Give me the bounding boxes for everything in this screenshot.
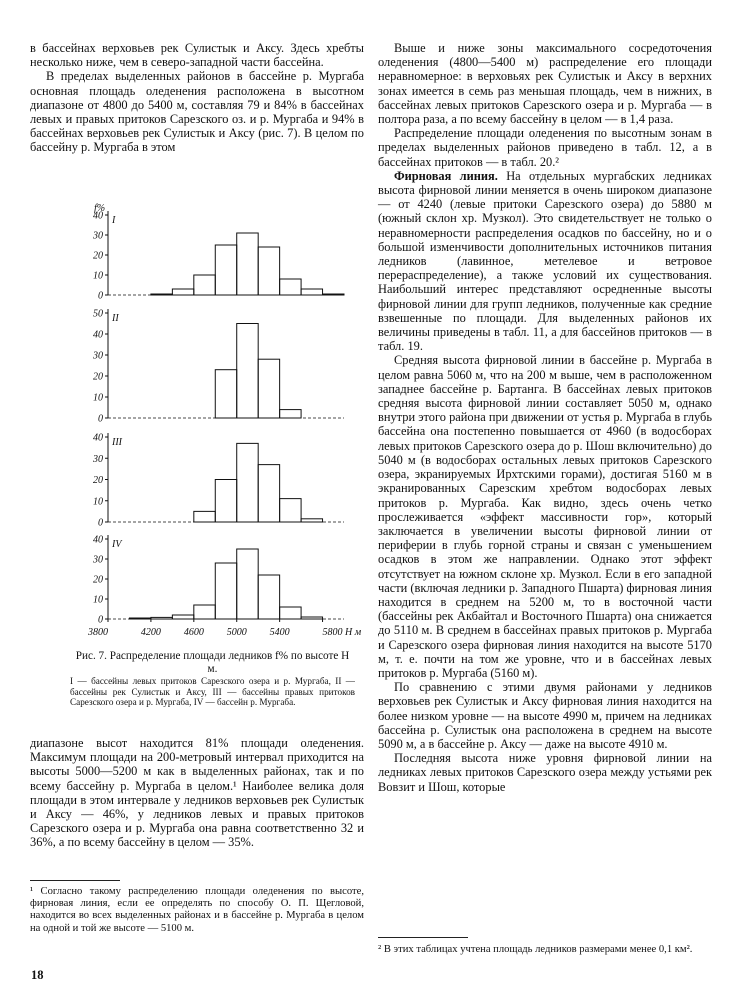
- x-tick-label: 5000: [226, 627, 247, 638]
- left-column-bottom: [30, 736, 364, 850]
- y-tick-label: 20: [93, 371, 103, 383]
- histogram-bar: [194, 605, 215, 619]
- page-number: 18: [31, 968, 44, 982]
- histogram-bar: [215, 563, 236, 619]
- histogram-bar: [215, 480, 236, 523]
- x-tick-label: 3800: [88, 627, 108, 638]
- y-tick-label: 40: [93, 432, 103, 444]
- footnote-divider: [30, 880, 120, 881]
- histogram-bar: [323, 294, 344, 295]
- paragraph: диапазоне высот находится 81% площади оледенения. Максимум площади на 200-метровый интервал приходится на высоты 5000—5200 м как в выделенных районах, так и по всему бассейну р. Мургаба в целом.¹ Наиболее велика доля площади в этом интервале у ледников верховьев рек Сулистык и Аксу — 46%, у ледников левых и правых притоков Сарезского озера и р. Мургаба она равна соответственно 32 и 36%, а по всему бассейну в целом — 35%.: [30, 736, 364, 850]
- histogram-bar: [237, 549, 258, 619]
- paragraph: В пределах выделенных районов в бассейне р. Мургаба основная площадь оледенения расположена в высотном диапазоне от 4800 до 5400 м, составляя 79 и 84% в бассейнах левых и правых притоков Сарезского оз. и р. Мургаба и 94% в бассейнах верховьев рек Сулистык и Аксу (рис. 7). В целом по бассейну р. Мургаба в этом: [30, 69, 364, 155]
- y-tick-label: 10: [93, 270, 103, 282]
- histogram-panel-ii: [82, 303, 350, 423]
- paragraph: Распределение площади оледенения по высотным зонам в пределах выделенных районов приведено в табл. 12, а в бассейнах притоков — в табл. 20.²: [378, 126, 712, 169]
- x-tick-label: 4600: [183, 627, 204, 638]
- paragraph: Последняя высота ниже уровня фирновой линии на ледниках левых притоков Сарезского озера между устьями рек Вовзит и Шош, которые: [378, 751, 712, 794]
- histogram-bar: [237, 324, 258, 419]
- y-tick-label: 20: [93, 475, 103, 486]
- y-tick-label: 30: [93, 350, 103, 362]
- histogram-panel-i: [82, 205, 350, 300]
- y-tick-label: 20: [93, 250, 103, 262]
- histogram-bar: [280, 410, 301, 418]
- section-heading-firn-line: Фирновая линия.: [394, 168, 498, 183]
- x-tick-label: 4200: [140, 627, 161, 638]
- figure-legend: I — бассейны левых притоков Сарезского озера и р. Мургаба, II — бассейны рек Сулистык и Аксу, III — бассейны правых притоков Сарезского озера и р. Мургаба, IV — бассейн р. Мургаба.: [70, 676, 355, 708]
- y-tick-label: 40: [93, 210, 103, 222]
- histogram-bar: [215, 245, 236, 295]
- y-tick-label: 30: [93, 554, 103, 566]
- y-tick-label: 0: [98, 517, 103, 529]
- panel-label: IV: [112, 539, 122, 550]
- paragraph: Выше и ниже зоны максимального сосредоточения оледенения (4800—5400 м) распределение его площади неравномерное: в верховьях рек Сулистык и Аксу в верхних зонах имеется в семь раз меньшая площадь, чем в нижних, в бассейнах левых притоков Сарезского озера и р. Мургаба — в полтора раза, а по всему бассейну в целом — в 1,4 раза.: [378, 41, 712, 127]
- histogram-bar: [301, 519, 322, 522]
- histogram-bar: [258, 465, 279, 522]
- histogram-bar: [172, 289, 193, 295]
- footnote-2: ² В этих таблицах учтена площадь ледников размерами менее 0,1 км².: [378, 944, 693, 955]
- y-tick-label: 0: [98, 614, 103, 626]
- y-tick-label: 30: [93, 453, 103, 465]
- left-column-top: [30, 41, 364, 155]
- histogram-bar: [258, 575, 279, 619]
- footnote-divider: [378, 937, 468, 938]
- histogram-bar: [194, 275, 215, 295]
- right-column: [378, 41, 712, 794]
- panel-label: III: [112, 437, 122, 448]
- histogram-bar: [280, 499, 301, 522]
- figure-7-histograms: [82, 203, 362, 638]
- histogram-bar: [258, 359, 279, 418]
- y-tick-label: 40: [93, 329, 103, 341]
- y-tick-label: 40: [93, 534, 103, 546]
- histogram-bar: [194, 511, 215, 522]
- y-tick-label: 10: [93, 496, 103, 508]
- panel-label: II: [112, 313, 119, 324]
- y-tick-label: 10: [93, 392, 103, 404]
- histogram-bar: [280, 279, 301, 295]
- y-tick-label: 10: [93, 594, 103, 606]
- histogram-panel-iv: [82, 529, 350, 624]
- y-axis-label: f%: [94, 203, 106, 214]
- histogram-panel-iii: [82, 427, 350, 527]
- x-axis-labels: [82, 625, 362, 639]
- panel-label: I: [112, 215, 116, 226]
- y-tick-label: 50: [93, 308, 103, 320]
- histogram-bar: [151, 617, 172, 619]
- paragraph: По сравнению с этими двумя районами у ледников верховьев рек Сулистык и Аксу фирновая линия находится на более низком уровне — на высоте 4990 м, причем на ледниках бассейна р. Сулистык она расположена в среднем на высоте 5090 м, а в бассейне р. Аксу — даже на высоте 4910 м.: [378, 680, 712, 751]
- paragraph: Средняя высота фирновой линии в бассейне р. Мургаба в целом равна 5060 м, что на 200 м выше, чем в расположенном западнее бассейне р. Бартанга. В бассейнах левых притоков средняя высота фирновой линии составляет 5050 м, однако внутри этого района при движении от устья р. Мургаба в глубь бассейна она постепенно повышается от 4960 (в водосборах левых притоков Сарезского озера до р. Шош включительно) до 5040 м (в водосборах остальных левых притоков Сарезского озера, экранируемых Ирхтскими горами), достигая 5160 м в экранированных Сарезским хребтом водосборах левых притоков р. Мургаба. Как видно, здесь очень четко прослеживается «эффект массивности гор», который заключается в увеличении высоты фирновой линии от периферии в глубь горной страны и связан с уменьшением осадков в этом же направлении. Однако этот эффект отсутствует на южном склоне хр. Музкол. Если в его западной части (включая ледники р. Западного Пшарта) фирновая линия находится в среднем на 5200 м, то в восточной части (бассейны рек Акбайтал и Восточного Пшарта) она снижается до 5110 м. В среднем в бассейнах правых притоков р. Мургаба и Сарезского озера фирновая линия находится на высоте 5170 м, т. е. почти на том же уровне, что и в бассейнах левых притоков р. Мургаба (5160 м).: [378, 353, 712, 680]
- x-tick-label: 5800 Н м: [322, 627, 362, 638]
- histogram-bar: [237, 443, 258, 522]
- y-tick-label: 0: [98, 413, 103, 425]
- y-tick-label: 20: [93, 574, 103, 586]
- histogram-bar: [129, 618, 150, 619]
- footnote-1: ¹ Согласно такому распределению площади оледенения по высоте, фирновая линия, если ее определять по способу О. П. Щегловой, находится во всех выделенных районах и в бассейне р. Мургаба в целом на одной и той же высоте — 5100 м.: [30, 886, 364, 934]
- paragraph: в бассейнах верховьев рек Сулистык и Аксу. Здесь хребты несколько ниже, чем в северо-западной части бассейна.: [30, 41, 364, 70]
- histogram-bar: [237, 233, 258, 295]
- histogram-bar: [301, 289, 322, 295]
- histogram-bar: [172, 615, 193, 619]
- paragraph-text: На отдельных мургабских ледниках высота фирновой линии меняется в очень широком диапазоне — от 4240 (левые притоки Сарезского озера) до 5880 м (южный склон хр. Музкол). Это свидетельствует не только о неравномерности распределения осадков по бассейну, но и о большой изменчивости дополнительных источников питания ледников (лавинное, метелевое и ветровое перераспределение), а также условий их существования. Наибольший интерес представляют осредненные высоты фирновой линии для групп ледников, полученные как средние взвешенные по площади. Для выделенных районов их величины приведены в табл. 11, а для бассейнов притоков — в табл. 19.: [378, 168, 712, 354]
- y-tick-label: 30: [93, 230, 103, 242]
- histogram-bar: [258, 247, 279, 295]
- histogram-bar: [280, 607, 301, 619]
- x-tick-label: 5400: [269, 627, 290, 638]
- figure-caption: Рис. 7. Распределение площади ледников f% по высоте H м.: [75, 650, 350, 675]
- y-tick-label: 0: [98, 290, 103, 302]
- histogram-bar: [301, 617, 322, 619]
- histogram-bar: [151, 294, 172, 295]
- histogram-bar: [215, 370, 236, 418]
- section-paragraph: [378, 169, 712, 354]
